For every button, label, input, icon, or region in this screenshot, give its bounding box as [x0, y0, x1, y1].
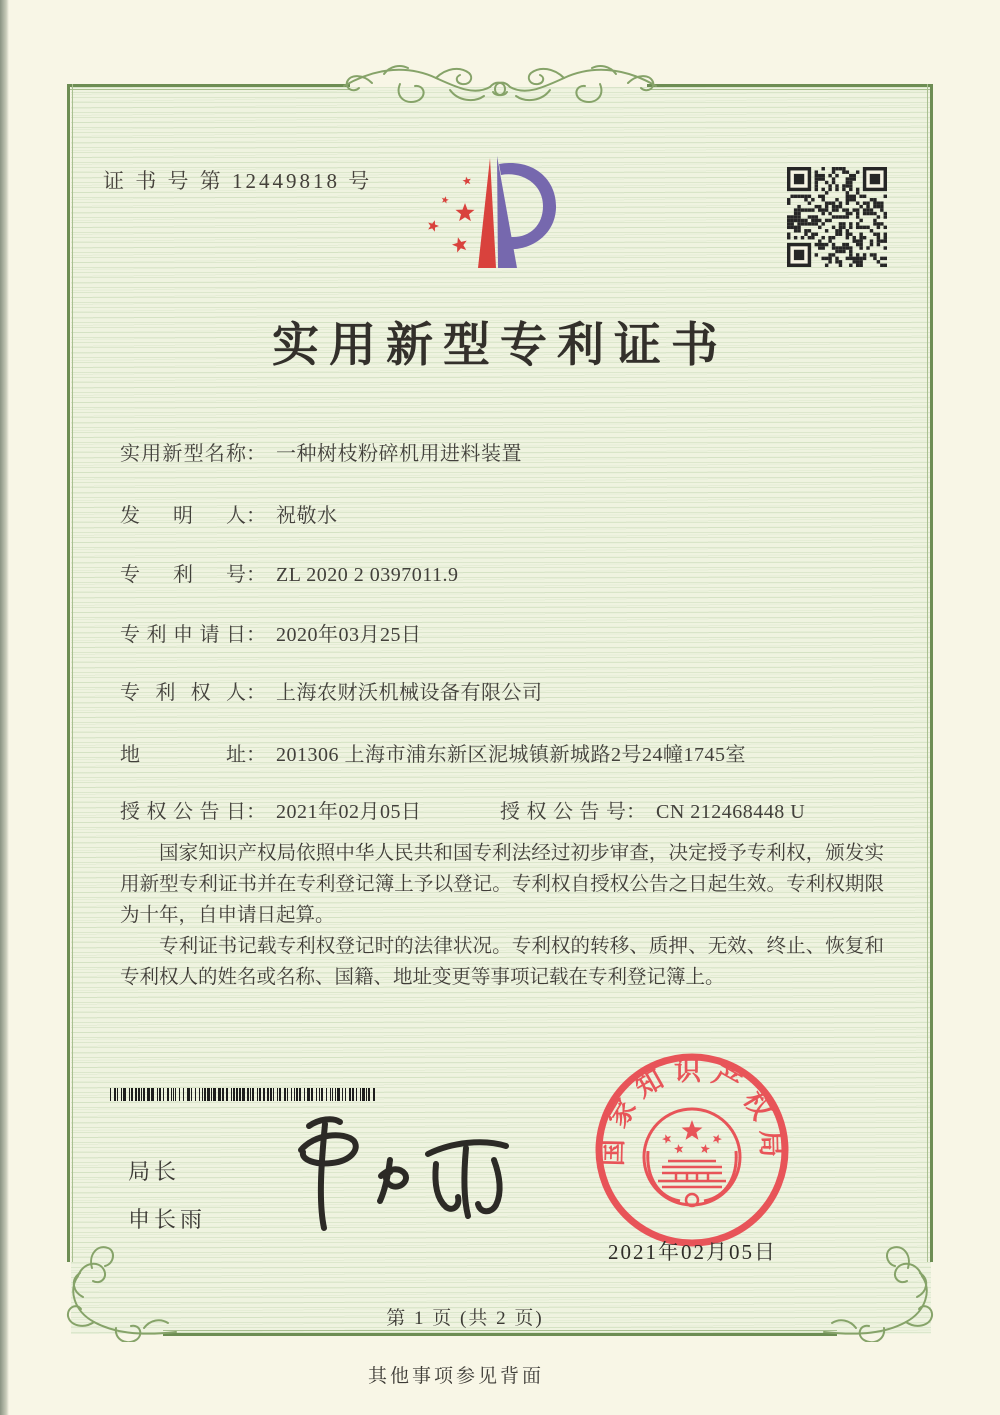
field-inventor: [120, 499, 338, 528]
qr-code: [787, 167, 887, 267]
commissioner-signature: [268, 1108, 520, 1236]
commissioner-block: [128, 1155, 206, 1234]
field-application-date: [120, 618, 422, 647]
field-value: CN 212468448 U: [656, 801, 806, 823]
legal-paragraph-1: 国家知识产权局依照中华人民共和国专利法经过初步审查，决定授予专利权，颁发实用新型专利证书并在专利登记簿上予以登记。专利权自授权公告之日起生效。专利权期限为十年，自申请日起算。: [120, 843, 884, 926]
scan-edge-shadow: [0, 0, 9, 1415]
field-colon: ：: [626, 801, 646, 823]
back-side-note: 其他事项参见背面: [367, 1366, 544, 1387]
field-value: 2021年02月05日: [276, 801, 422, 823]
field-value: 一种树枝粉碎机用进料装置: [276, 443, 522, 465]
field-colon: ：: [246, 744, 266, 766]
commissioner-name: 申长雨: [128, 1207, 207, 1232]
field-colon: ：: [246, 443, 266, 465]
border-bottom-line: [163, 1333, 837, 1336]
field-value: 201306 上海市浦东新区泥城镇新城路2号24幢1745室: [276, 744, 746, 766]
field-colon: ：: [246, 682, 266, 704]
field-label: 专利号: [120, 564, 246, 586]
field-colon: ：: [246, 564, 266, 586]
field-patent-number: [120, 558, 458, 587]
seal-text: 国家知识产权局: [597, 1056, 787, 1167]
border-top-line-left: [67, 84, 350, 87]
field-patentee: [120, 676, 543, 705]
field-value: ZL 2020 2 0397011.9: [276, 564, 459, 586]
field-label: 发明人: [120, 505, 246, 527]
field-grant-number: [500, 795, 805, 824]
cnipa-logo-icon: [414, 146, 579, 278]
certificate-title: 实用新型专利证书: [272, 320, 728, 372]
field-label: 专利申请日: [120, 624, 246, 646]
field-label: 授权公告日: [120, 801, 246, 823]
page-number: 第 1 页 (共 2 页): [386, 1308, 544, 1329]
field-colon: ：: [246, 624, 266, 646]
svg-text:国家知识产权局: [598, 1056, 787, 1166]
field-label: 专利权人: [120, 682, 246, 704]
legal-text-block: [120, 838, 884, 993]
seal-date: 2021年02月05日: [608, 1240, 777, 1264]
field-label: 授权公告号: [500, 801, 626, 823]
field-colon: ：: [246, 801, 266, 823]
border-left-line: [67, 84, 70, 1262]
field-label: 实用新型名称: [120, 443, 246, 465]
field-address: [120, 738, 746, 767]
official-seal: [592, 1050, 792, 1250]
border-right-line: [930, 84, 933, 1262]
field-grant-date: [120, 795, 422, 824]
field-utility-model-name: [120, 437, 522, 466]
commissioner-title: 局长: [128, 1159, 181, 1184]
border-top-line-right: [647, 84, 933, 87]
field-colon: ：: [246, 505, 266, 527]
dragon-ornament-icon: [338, 56, 662, 116]
field-value: 祝敬水: [276, 505, 338, 527]
certificate-number: 证 书 号 第 12449818 号: [103, 169, 373, 193]
legal-paragraph-2: 专利证书记载专利权登记时的法律状况。专利权的转移、质押、无效、终止、恢复和专利权人的姓名或名称、国籍、地址变更等事项记载在专利登记簿上。: [120, 936, 884, 988]
field-value: 上海农财沃机械设备有限公司: [276, 682, 543, 704]
field-value: 2020年03月25日: [276, 624, 422, 646]
barcode: [110, 1088, 378, 1101]
field-label: 地址: [120, 744, 246, 766]
